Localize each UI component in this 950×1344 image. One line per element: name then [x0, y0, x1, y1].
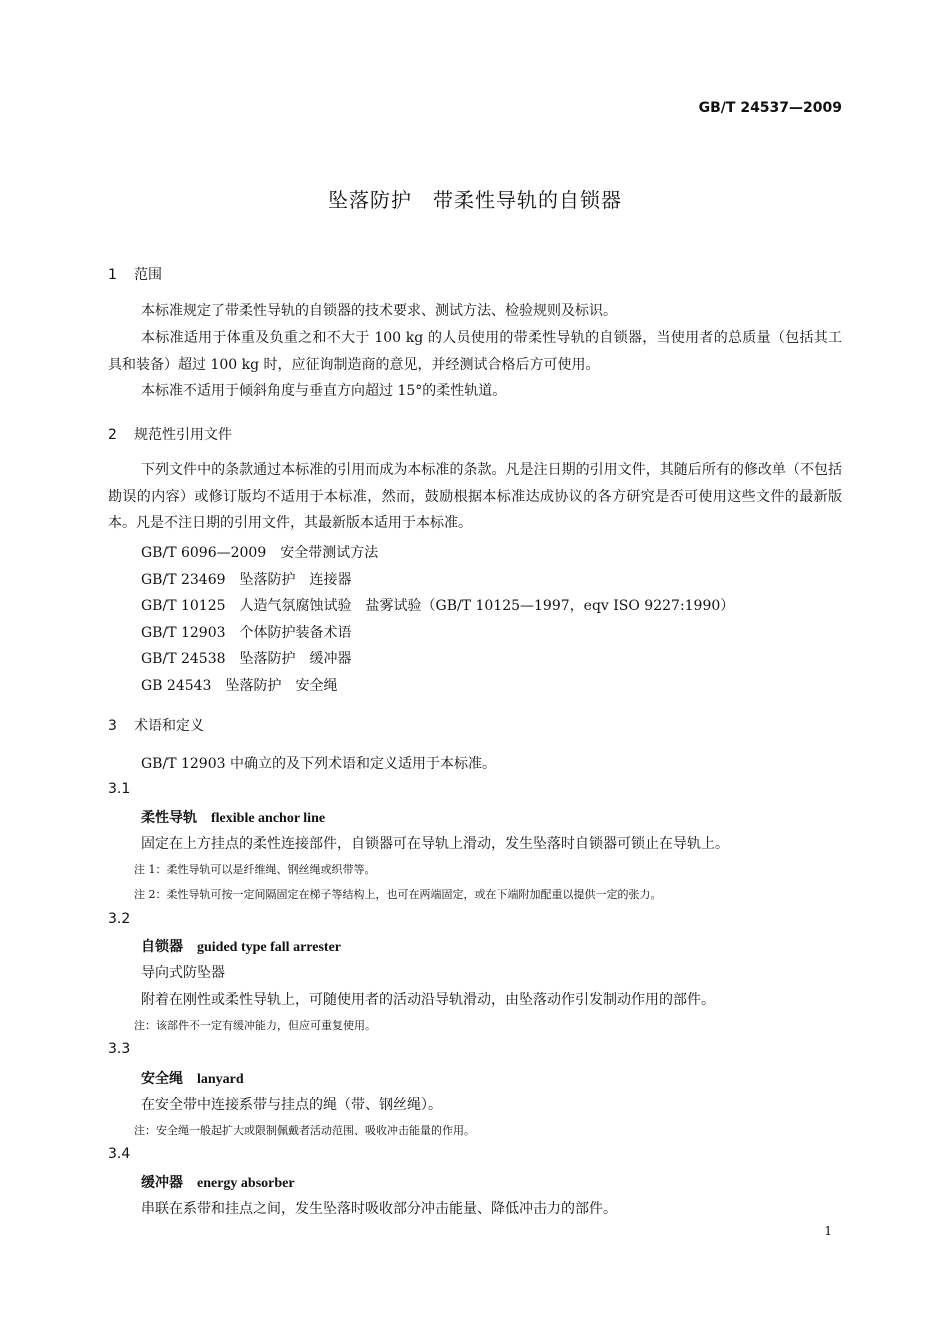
note: 注 1：柔性导轨可以是纤维绳、钢丝绳或织带等。 [134, 863, 376, 876]
note: 注：安全绳一般起扩大或限制佩戴者活动范围、吸收冲击能量的作用。 [134, 1124, 475, 1137]
paragraph: GB/T 12903 中确立的及下列术语和定义适用于本标准。 [141, 756, 496, 772]
term-definition: 在安全带中连接系带与挂点的绳（带、钢丝绳）。 [141, 1097, 442, 1113]
term-zh: 柔性导轨 [141, 810, 197, 826]
term-definition: 附着在刚性或柔性导轨上，可随使用者的活动沿导轨滑动，由坠落动作引发制动作用的部件。 [141, 992, 715, 1008]
term-heading [141, 807, 325, 827]
section-title: 范围 [134, 267, 162, 283]
section-title: 术语和定义 [134, 718, 204, 734]
term-heading [141, 1172, 295, 1192]
term-zh: 自锁器 [141, 939, 183, 955]
paragraph: 下列文件中的条款通过本标准的引用而成为本标准的条款。凡是注日期的引用文件，其随后所有的修改单（不包括勘误的内容）或修订版均不适用于本标准，然而，鼓励根据本标准达成协议的各方研究是否可使用这些文件的最新版本。凡是不注日期的引用文件，其最新版本适用于本标准。 [108, 462, 842, 531]
term-synonym: 导向式防坠器 [141, 965, 225, 981]
reference-item: GB/T 23469 坠落防护 连接器 [141, 572, 352, 588]
paragraph: 本标准规定了带柔性导轨的自锁器的技术要求、测试方法、检验规则及标识。 [141, 303, 617, 319]
paragraph: 本标准适用于体重及负重之和不大于 100 kg 的人员使用的带柔性导轨的自锁器，当使用者的总质量（包括其工具和装备）超过 100 kg 时，应征询制造商的意见，并经测试合格后方可使用。 [108, 330, 842, 373]
term-heading [141, 936, 341, 956]
note: 注：该部件不一定有缓冲能力，但应可重复使用。 [134, 1019, 376, 1032]
reference-item: GB/T 6096—2009 安全带测试方法 [141, 545, 379, 561]
term-en: guided type fall arrester [197, 940, 341, 955]
standard-number: GB/T 24537—2009 [698, 100, 842, 116]
page-number: 1 [824, 1224, 832, 1238]
clause-number: 3.3 [108, 1041, 131, 1057]
section-number: 2 [108, 427, 117, 443]
clause-number: 3.4 [108, 1146, 131, 1162]
note: 注 2：柔性导轨可按一定间隔固定在梯子等结构上，也可在两端固定，或在下端附加配重以提供一定的张力。 [134, 888, 662, 901]
section-number: 1 [108, 267, 117, 283]
term-definition: 串联在系带和挂点之间，发生坠落时吸收部分冲击能量、降低冲击力的部件。 [141, 1201, 617, 1217]
section-3-heading [108, 715, 204, 735]
term-definition: 固定在上方挂点的柔性连接部件，自锁器可在导轨上滑动，发生坠落时自锁器可锁止在导轨上。 [141, 836, 729, 852]
term-zh: 缓冲器 [141, 1175, 183, 1191]
reference-item: GB/T 10125 人造气氛腐蚀试验 盐雾试验（GB/T 10125—1997，eqv ISO 9227:1990） [141, 598, 735, 614]
paragraph: 本标准不适用于倾斜角度与垂直方向超过 15°的柔性轨道。 [141, 383, 507, 399]
term-en: lanyard [197, 1072, 244, 1087]
document-title: 坠落防护 带柔性导轨的自锁器 [328, 188, 622, 212]
clause-number: 3.2 [108, 911, 131, 927]
section-title: 规范性引用文件 [134, 427, 232, 443]
term-en: energy absorber [197, 1176, 295, 1191]
reference-item: GB/T 12903 个体防护装备术语 [141, 625, 352, 641]
reference-item: GB 24543 坠落防护 安全绳 [141, 678, 338, 694]
reference-item: GB/T 24538 坠落防护 缓冲器 [141, 651, 352, 667]
section-number: 3 [108, 718, 117, 734]
term-en: flexible anchor line [211, 811, 326, 826]
clause-number: 3.1 [108, 781, 131, 797]
section-2-heading [108, 424, 232, 444]
term-zh: 安全绳 [141, 1071, 183, 1087]
term-heading [141, 1068, 244, 1088]
section-1-heading [108, 264, 162, 284]
